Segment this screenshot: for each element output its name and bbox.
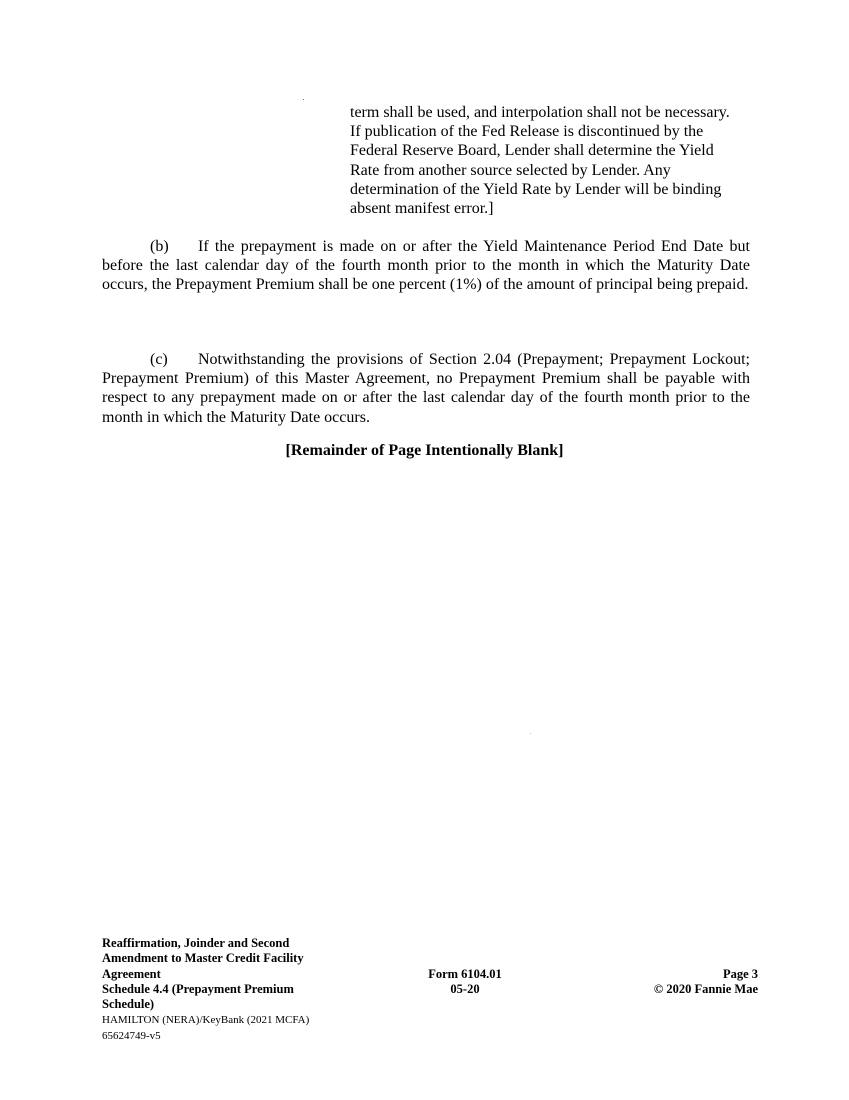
paragraph-number: (c) bbox=[150, 351, 168, 368]
footer-form-info bbox=[420, 967, 510, 998]
footer-title-line: Amendment to Master Credit Facility bbox=[102, 951, 304, 966]
text-line: absent manifest error.] bbox=[350, 200, 494, 218]
page-footer bbox=[102, 936, 758, 1046]
footer-deal-line: HAMILTON (NERA)/KeyBank (2021 MCFA) bbox=[102, 1014, 310, 1027]
footer-title-line: Schedule) bbox=[102, 997, 155, 1012]
footer-title-line: Reaffirmation, Joinder and Second bbox=[102, 936, 290, 950]
footer-title-line: Schedule 4.4 (Prepayment Premium bbox=[102, 981, 294, 996]
footer-page-info bbox=[598, 967, 758, 998]
form-date: 05-20 bbox=[450, 981, 480, 996]
page-number: Page 3 bbox=[722, 966, 758, 981]
footer-doc-id: 65624749-v5 bbox=[102, 1030, 161, 1043]
paragraph-b bbox=[102, 237, 750, 295]
scan-speck bbox=[530, 733, 531, 734]
continued-subsection-text bbox=[350, 103, 750, 218]
paragraph-number: (b) bbox=[150, 238, 169, 255]
form-number: Form 6104.01 bbox=[428, 966, 502, 981]
paragraph-text: If the prepayment is made on or after the Yield Maintenance Period End Date but before the last calendar day of the fourth month prior to the month in which the Maturity Date occurs, the Prepayment Premium shall be one percent (1%) of the amount of principal being prepaid. bbox=[102, 238, 750, 294]
text-line: If publication of the Fed Release is discontinued by the bbox=[350, 123, 704, 141]
paragraph-c bbox=[102, 350, 750, 427]
text-line: Rate from another source selected by Lender. Any bbox=[350, 161, 671, 179]
text-line: determination of the Yield Rate by Lender will be binding bbox=[350, 180, 722, 198]
copyright: © 2020 Fannie Mae bbox=[653, 981, 758, 996]
text-line: term shall be used, and interpolation shall not be necessary. bbox=[350, 104, 730, 121]
footer-title-line: Agreement bbox=[102, 966, 161, 981]
text-line: Federal Reserve Board, Lender shall determine the Yield bbox=[350, 142, 714, 160]
paragraph-text: Notwithstanding the provisions of Section 2.04 (Prepayment; Prepayment Lockout; Prepayment Premium) of this Master Agreement, no Prepayment Premium shall be payable with respect to any prepayment made on or after the last calendar day of the fourth month prior to the month in which the Maturity Date occurs. bbox=[102, 351, 750, 426]
scan-speck bbox=[303, 99, 304, 100]
remainder-blank-note: [Remainder of Page Intentionally Blank] bbox=[285, 442, 564, 459]
footer-document-title bbox=[102, 936, 352, 1044]
